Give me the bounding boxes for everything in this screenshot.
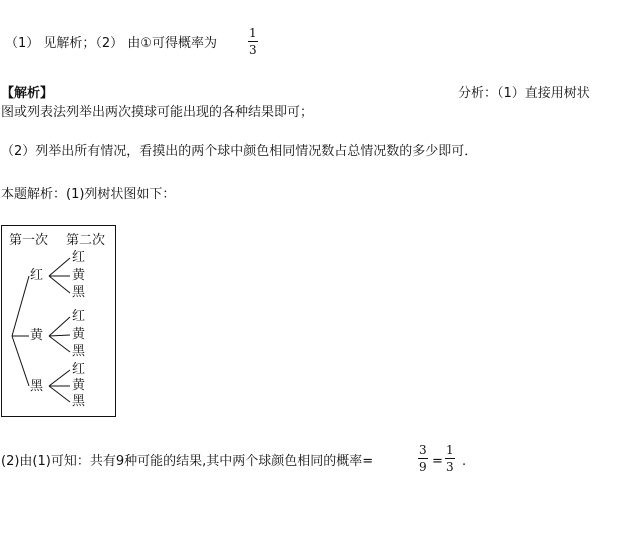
analysis-line-3: （2）列举出所有情况，看摸出的两个球中颜色相同情况数占总情况数的多少即可． (1, 144, 478, 159)
fraction-numerator: 3 (419, 443, 427, 457)
fraction-numerator: 1 (446, 443, 454, 457)
tree-diagram-box (1, 225, 116, 417)
tree-first-black: 黑 (30, 379, 44, 394)
answer-text: （1） 见解析；（2） 由①可得概率为 (5, 36, 217, 51)
tree-second-red-1: 红 (72, 250, 86, 265)
analysis-heading: 【解析】 (1, 86, 54, 101)
fraction-denominator: 3 (446, 460, 454, 474)
tree-first-red: 红 (30, 268, 44, 283)
fraction-denominator: 9 (419, 460, 427, 474)
answer-probability-fraction (248, 27, 258, 56)
tree-second-yellow-3: 黄 (72, 378, 86, 393)
fraction-three-ninths (418, 444, 428, 473)
tree-first-yellow: 黄 (30, 328, 44, 343)
tree-second-red-2: 红 (72, 309, 86, 324)
fraction-numerator: 1 (249, 26, 257, 40)
tree-second-yellow-1: 黄 (72, 268, 86, 283)
fraction-one-third (445, 444, 455, 473)
analysis-line-2: 图或列表法列举出两次摸球可能出现的各种结果即可； (1, 105, 314, 120)
solution-intro: 本题解析：(1)列树状图如下： (1, 187, 176, 202)
conclusion-text: (2)由(1)可知：共有9种可能的结果,其中两个球颜色相同的概率= (1, 454, 374, 469)
conclusion-period: . (462, 454, 467, 469)
equals-sign: = (432, 454, 443, 469)
tree-second-black-1: 黑 (72, 285, 86, 300)
tree-diagram-lines (2, 226, 115, 416)
tree-second-black-3: 黑 (72, 394, 86, 409)
tree-second-yellow-2: 黄 (72, 327, 86, 342)
tree-second-red-3: 红 (72, 362, 86, 377)
fraction-denominator: 3 (249, 43, 257, 57)
analysis-label: 分析：（1）直接用树状 (458, 86, 590, 101)
tree-header-second: 第二次 (66, 233, 106, 248)
tree-second-black-2: 黑 (72, 344, 86, 359)
tree-header-first: 第一次 (9, 233, 49, 248)
